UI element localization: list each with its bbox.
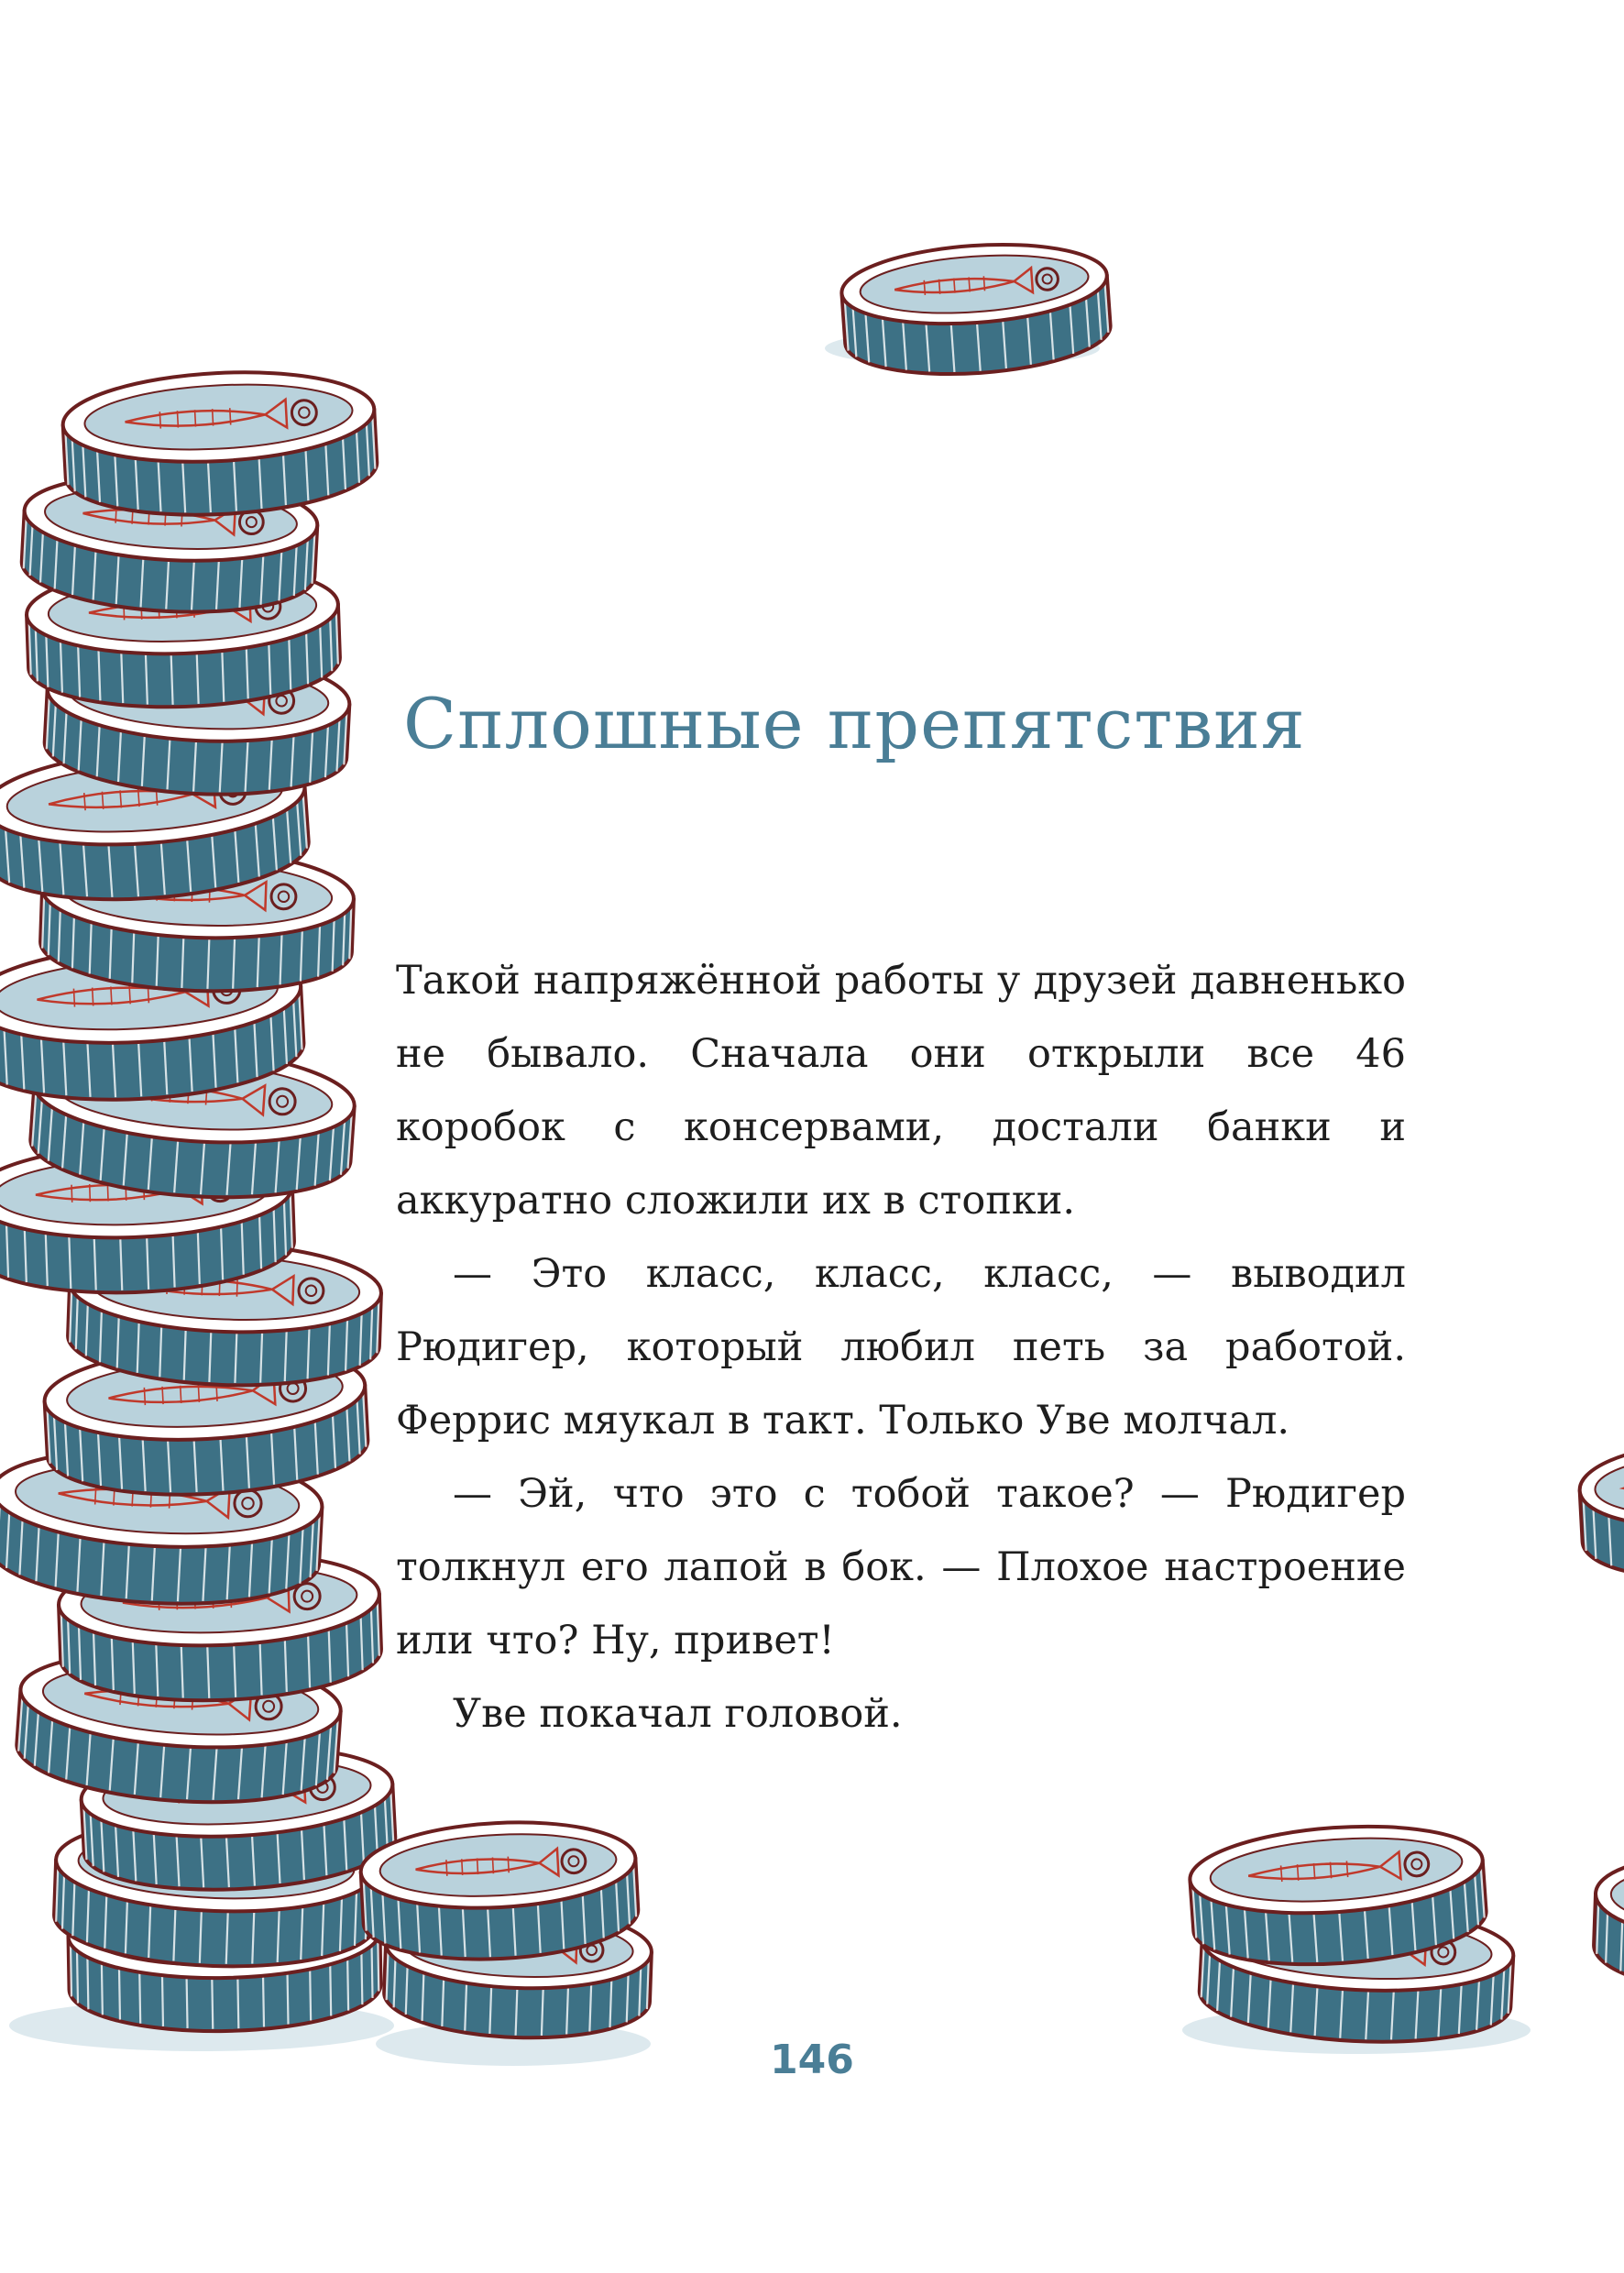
fish-tin	[358, 1816, 640, 1965]
paragraph-2: — Это класс, класс, класс, — выводил Рюдигер, который любил петь за работой. Феррис мяукал в такт. Только Уве молчал.	[396, 1251, 1406, 1444]
paragraph-3: — Эй, что это с тобой такое? — Рюдигер толкнул его лапой в бок. — Плохое настроение или что? Ну, привет!	[396, 1471, 1406, 1664]
fish-tin	[839, 236, 1114, 382]
chapter-title: Сплошные препятствия	[403, 683, 1306, 764]
page-number: 146	[770, 2037, 854, 2083]
fish-tin	[1577, 1439, 1624, 1582]
paragraph-1: Такой напряжённой работы у друзей давненько не бывало. Сначала они открыли все 46 коробок с консервами, достали банки и аккуратно сложили их в стопки.	[396, 958, 1406, 1224]
fish-tin	[60, 365, 379, 522]
chapter-body	[396, 944, 1406, 1751]
paragraph-4: Уве покачал головой.	[453, 1691, 903, 1737]
fish-tin	[1593, 1853, 1624, 1993]
